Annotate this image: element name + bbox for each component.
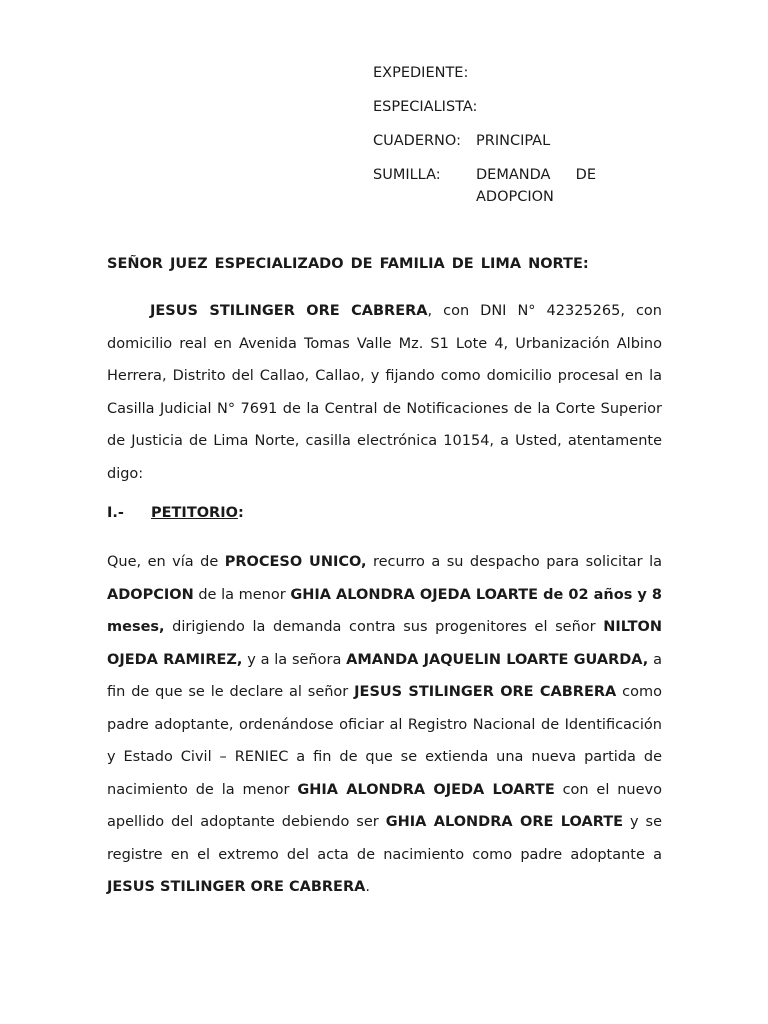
petitorio-text-3: de la menor [193, 586, 291, 603]
petitorio-bold-9: JESUS STILINGER ORE CABRERA [107, 879, 366, 895]
expediente-row [373, 62, 596, 84]
cuaderno-label: CUADERNO: [373, 133, 461, 149]
claimant-name: JESUS STILINGER ORE CABRERA [150, 303, 428, 319]
especialista-row [373, 96, 596, 118]
section-colon: : [237, 505, 244, 521]
petitorio-text-10: . [365, 879, 370, 895]
petitorio-bold-5: AMANDA JAQUELIN LOARTE GUARDA, [346, 651, 649, 668]
petitorio-bold-3: GHIA ALONDRA OJEDA LOARTE de 02 años y 8 meses, [107, 586, 663, 635]
section-title: PETITORIO [151, 505, 238, 521]
petitorio-bold-6: JESUS STILINGER ORE CABRERA [354, 684, 617, 700]
petitorio-bold-1: PROCESO UNICO, [224, 554, 367, 570]
especialista-value [476, 96, 596, 118]
petitorio-text-8: con el nuevo apellido del adoptante debiendo ser [107, 781, 662, 830]
petitorio-bold-8: GHIA ALONDRA ORE LOARTE [385, 814, 624, 830]
sumilla-label: SUMILLA: [373, 167, 441, 183]
expediente-label: EXPEDIENTE: [373, 65, 469, 81]
petitorio-text-1: Que, en vía de [107, 554, 225, 570]
petitorio-text-4: dirigiendo la demanda contra sus progenitores el señor [164, 619, 604, 635]
petitorio-bold-4: NILTON OJEDA RAMIREZ, [107, 619, 662, 668]
sumilla-value: DEMANDA DE ADOPCION [476, 167, 596, 205]
section-number: I.- [107, 505, 124, 521]
petitorio-text-5: y a la señora [242, 651, 347, 668]
case-header [373, 62, 596, 220]
petitorio-paragraph [107, 546, 662, 904]
sumilla-row [373, 164, 596, 208]
cuaderno-row [373, 130, 596, 152]
intro-paragraph [107, 295, 662, 490]
cuaderno-value: PRINCIPAL [476, 133, 551, 149]
petitorio-bold-2: ADOPCION [107, 586, 194, 603]
petitorio-text-6: a fin de que se le declare al señor [107, 651, 662, 700]
addressee-line: SEÑOR JUEZ ESPECIALIZADO DE FAMILIA DE LIMA NORTE: [107, 256, 589, 272]
petitorio-text-7: como padre adoptante, ordenándose oficiar al Registro Nacional de Identificación y Estado Civil – RENIEC a fin de que se extienda una nueva partida de nacimiento de la menor [107, 684, 662, 798]
expediente-value [476, 62, 596, 84]
petitorio-bold-7: GHIA ALONDRA OJEDA LOARTE [297, 781, 555, 798]
petitorio-heading [107, 505, 244, 521]
especialista-label: ESPECIALISTA: [373, 99, 478, 115]
petitorio-text-9: y se registre en el extremo del acta de nacimiento como padre adoptante a [107, 814, 663, 863]
petitorio-text-2: recurro a su despacho para solicitar la [366, 554, 662, 570]
intro-text: , con DNI N° 42325265, con domicilio real en Avenida Tomas Valle Mz. S1 Lote 4, Urbanización Albino Herrera, Distrito del Callao, Callao, y fijando como domicilio procesal en la Casilla Judicial N° 7691 de la Central de Notificaciones de la Corte Superior de Justicia de Lima Norte, casilla electrónica 10154, a Usted, atentamente digo: [107, 303, 662, 482]
